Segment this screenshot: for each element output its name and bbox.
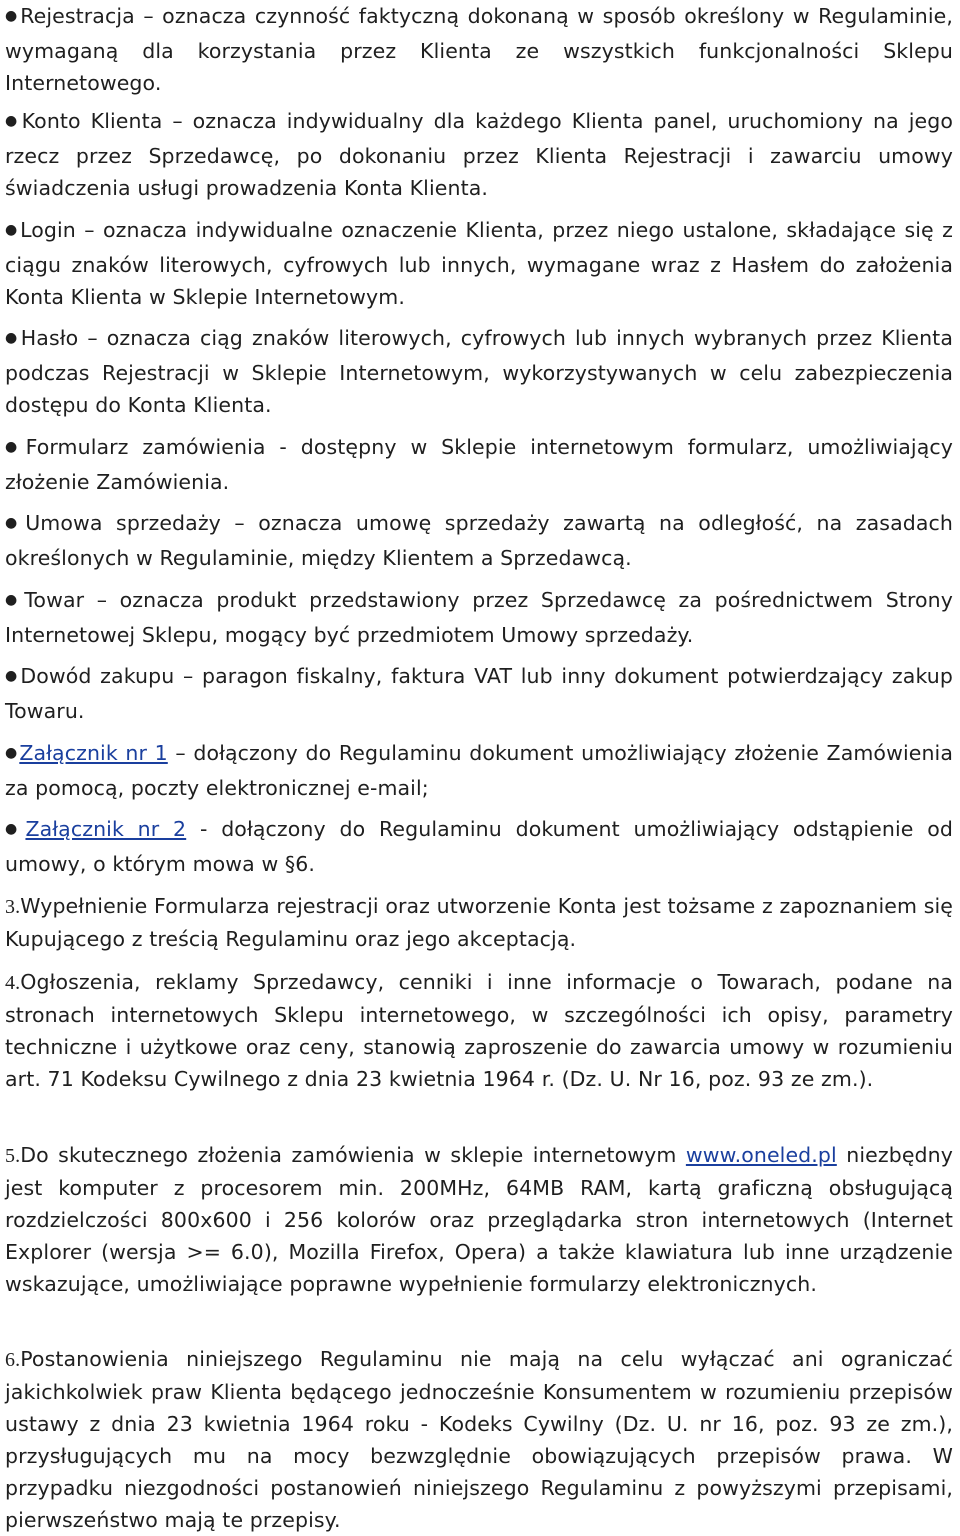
definition-password: ●Hasło – oznacza ciąg znaków literowych, cyfrowych lub innych wybranych przez Klienta podczas Rejestracji w Sklepie Internetowym, wykorzystywanych w celu zabezpieczenia dostępu do Konta Klienta. — [5, 326, 953, 417]
clause-number: 4. — [5, 972, 21, 994]
bullet-icon: ● — [5, 222, 20, 238]
definition-attachment-2: ●Załącznik nr 2 - dołączony do Regulaminu dokument umożliwiający odstąpienie od umowy, o którym mowa w §6. — [5, 817, 953, 876]
definition-customer-account: ●Konto Klienta – oznacza indywidualny dla każdego Klienta panel, uruchomiony na jego rzecz przez Sprzedawcę, po dokonaniu przez Klienta Rejestracji i zawarciu umowy świadczenia usługi prowadzenia Konta Klienta. — [5, 109, 953, 200]
bullet-icon: ● — [5, 821, 25, 837]
definition-attachment-1: ●Załącznik nr 1 – dołączony do Regulaminu dokument umożliwiający złożenie Zamówienia za pomocą, poczty elektronicznej e-mail; — [5, 741, 954, 800]
bullet-icon: ● — [5, 330, 20, 346]
attachment-2-link[interactable]: Załącznik nr 2 — [25, 817, 187, 841]
definition-registration: ●Rejestracja – oznacza czynność faktyczną dokonaną w sposób określony w Regulaminie, wymaganą dla korzystania przez Klienta ze wszystkich funkcjonalności Sklepu Internetowego. — [5, 4, 953, 95]
bullet-icon: ● — [5, 439, 25, 455]
attachment-1-link[interactable]: Załącznik nr 1 — [19, 741, 168, 765]
bullet-icon: ● — [5, 592, 24, 608]
bullet-icon: ● — [5, 668, 20, 684]
clause-5: 5.Do skutecznego złożenia zamówienia w sklepie internetowym www.oneled.pl niezbędny jest komputer z procesorem min. 200MHz, 64MB RAM, kartą graficzną obsługującą rozdzielczości 800x600 i 256 kolorów oraz przeglądarka stron internetowych (Internet Explorer (wersja >= 6.0), Mozilla Firefox, Opera) a także klawiatura lub inne urządzenie wskazujące, umożliwiające poprawne wypełnienie formularzy elektronicznych. — [5, 1143, 953, 1296]
bullet-icon: ● — [5, 113, 21, 129]
clause-number: 6. — [5, 1349, 21, 1371]
definition-proof-of-purchase: ●Dowód zakupu – paragon fiskalny, faktura VAT lub inny dokument potwierdzający zakup Towaru. — [5, 664, 953, 723]
clause-4: 4.Ogłoszenia, reklamy Sprzedawcy, cenniki i inne informacje o Towarach, podane na stronach internetowych Sklepu internetowego, w szczególności ich opisy, parametry techniczne i użytkowe oraz ceny, stanowią zaproszenie do zawarcia umowy w rozumieniu art. 71 Kodeksu Cywilnego z dnia 23 kwietnia 1964 r. (Dz. U. Nr 16, poz. 93 ze zm.). — [5, 970, 953, 1091]
clause-3: 3.Wypełnienie Formularza rejestracji oraz utworzenie Konta jest tożsame z zapoznaniem się Kupującego z treścią Regulaminu oraz jego akceptacją. — [5, 894, 953, 951]
definition-sales-agreement: ●Umowa sprzedaży – oznacza umowę sprzedaży zawartą na odległość, na zasadach określonych w Regulaminie, między Klientem a Sprzedawcą. — [5, 511, 953, 570]
clause-number: 3. — [5, 896, 21, 918]
bullet-icon: ● — [5, 8, 20, 24]
definition-goods: ●Towar – oznacza produkt przedstawiony przez Sprzedawcę za pośrednictwem Strony Internetowej Sklepu, mogący być przedmiotem Umowy sprzedaży. — [5, 588, 953, 647]
definition-login: ●Login – oznacza indywidualne oznaczenie Klienta, przez niego ustalone, składające się z ciągu znaków literowych, cyfrowych lub innych, wymagane wraz z Hasłem do założenia Konta Klienta w Sklepie Internetowym. — [5, 218, 953, 309]
clause-6: 6.Postanowienia niniejszego Regulaminu nie mają na celu wyłączać ani ograniczać jakichkolwiek praw Klienta będącego jednocześnie Konsumentem w rozumieniu przepisów ustawy z dnia 23 kwietnia 1964 roku - Kodeks Cywilny (Dz. U. nr 16, poz. 93 ze zm.), przysługujących mu na mocy bezwzględnie obowiązujących przepisów prawa. W przypadku niezgodności postanowień niniejszego Regulaminu z powyższymi przepisami, pierwszeństwo mają te przepisy. — [5, 1347, 953, 1532]
clause-number: 5. — [5, 1145, 21, 1167]
shop-website-link[interactable]: www.oneled.pl — [685, 1143, 837, 1167]
bullet-icon: ● — [5, 515, 25, 531]
bullet-icon: ● — [5, 745, 19, 761]
definition-order-form: ●Formularz zamówienia - dostępny w Sklepie internetowym formularz, umożliwiający złożenie Zamówienia. — [5, 435, 953, 494]
